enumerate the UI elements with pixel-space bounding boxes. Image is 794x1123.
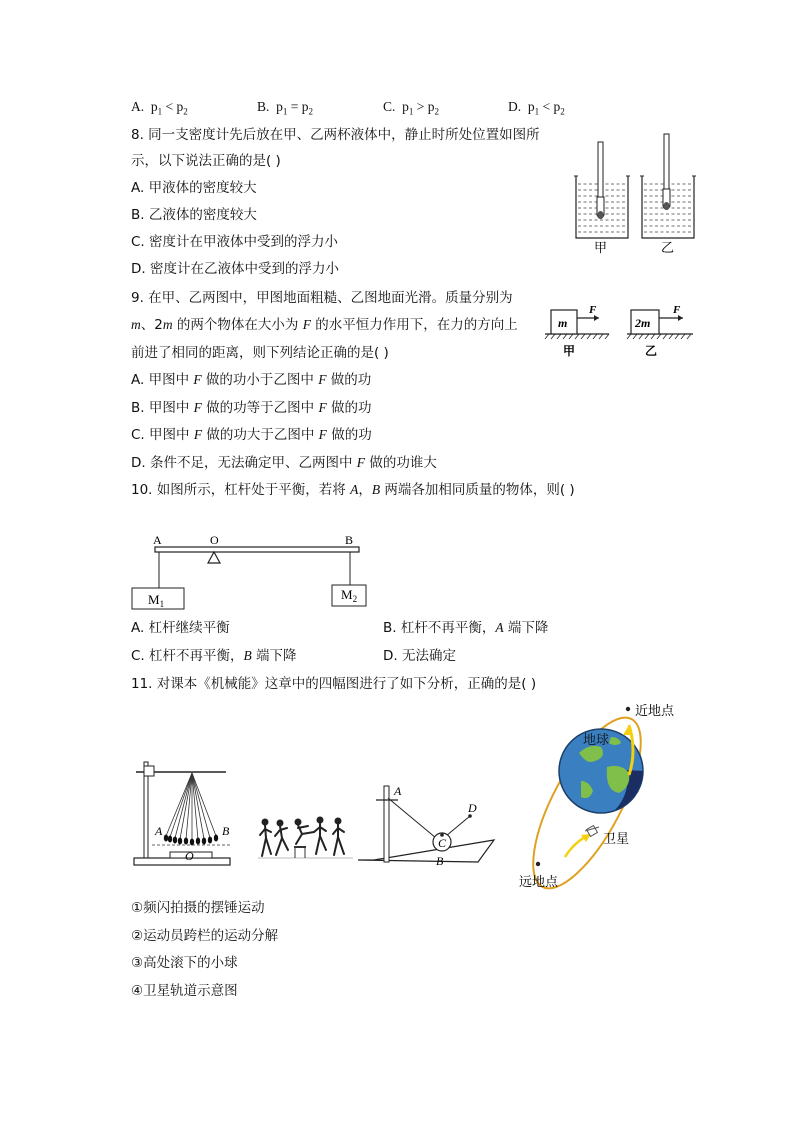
satellite-label: 卫星 [603, 832, 630, 847]
mass-m2-label: $M_2$ [341, 587, 358, 604]
q7-option-a: A. $p_1 < p_2$ [131, 99, 188, 117]
pendulum-label-b: B [222, 824, 230, 838]
apogee-label: 远地点 [519, 875, 559, 890]
hurdler-figure [258, 810, 353, 862]
figure-label-yi: 乙 [645, 344, 658, 358]
perigee-label: 近地点 [635, 704, 675, 719]
q9-stem-line3: 前进了相同的距离，则下列结论正确的是( ) [131, 345, 389, 361]
pendulum-figure [130, 758, 240, 873]
q9-stem-line1: 9. 在甲、乙两图中，甲图地面粗糙、乙图地面光滑。质量分别为 [131, 290, 513, 306]
q10-option-c: C. 杠杆不再平衡，B 端下降 [131, 648, 297, 664]
q10-option-a: A. 杠杆继续平衡 [131, 620, 230, 636]
q9-option-b: B. 甲图中 F 做的功等于乙图中 F 做的功 [131, 400, 372, 416]
beaker-left [574, 142, 630, 238]
q7-option-d: D. $p_1 < p_2$ [508, 99, 565, 117]
q11-item-4: ④卫星轨道示意图 [131, 983, 238, 999]
q9-stem-line2: m、2m 的两个物体在大小为 F 的水平恒力作用下，在力的方向上 [131, 317, 518, 333]
q8-option-d: D. 密度计在乙液体中受到的浮力小 [131, 261, 339, 277]
q8-option-b: B. 乙液体的密度较大 [131, 207, 257, 223]
pendulum-label-o: O [185, 849, 194, 863]
lever-figure [128, 530, 373, 612]
ramp-figure [354, 778, 499, 873]
force-label-left: F [589, 304, 597, 316]
q11-stem: 11. 对课本《机械能》这章中的四幅图进行了如下分析，正确的是( ) [131, 676, 537, 692]
q8-stem-line1: 8. 同一支密度计先后放在甲、乙两杯液体中，静止时所处位置如图所 [131, 127, 540, 143]
q8-stem-line2: 示，以下说法正确的是( ) [131, 153, 281, 169]
force-label-right: F [673, 304, 681, 316]
satellite-orbit-figure [515, 695, 695, 895]
block-2m-label: 2m [635, 316, 651, 330]
force-blocks-figure [543, 302, 695, 360]
block-m-label: m [558, 316, 568, 330]
hydrometer-label-right: 乙 [661, 241, 675, 256]
q10-option-b: B. 杠杆不再平衡，A 端下降 [383, 620, 549, 636]
q7-option-b: B. $p_1 = p_2$ [257, 99, 314, 117]
q11-item-2: ②运动员跨栏的运动分解 [131, 928, 279, 944]
beaker-right [640, 134, 696, 238]
ramp-label-d: D [468, 801, 477, 815]
q9-option-c: C. 甲图中 F 做的功大于乙图中 F 做的功 [131, 427, 372, 443]
earth-label: 地球 [583, 733, 610, 748]
hydrometer-label-left: 甲 [594, 241, 608, 256]
q9-option-a: A. 甲图中 F 做的功小于乙图中 F 做的功 [131, 372, 372, 388]
lever-label-b: B [345, 533, 354, 547]
q11-item-3: ③高处滚下的小球 [131, 955, 238, 971]
pendulum-label-a: A [155, 824, 163, 838]
mass-m1-label: $M_1$ [148, 592, 165, 609]
q7-option-c: C. $p_1 > p_2$ [383, 99, 440, 117]
figure-label-jia: 甲 [563, 344, 576, 358]
hydrometer-figure [570, 130, 710, 255]
lever-label-o: O [210, 533, 219, 547]
ramp-label-c: C [438, 836, 447, 850]
q8-option-c: C. 密度计在甲液体中受到的浮力小 [131, 234, 339, 250]
q8-option-a: A. 甲液体的密度较大 [131, 180, 257, 196]
ramp-label-b: B [436, 854, 444, 868]
ramp-label-a: A [394, 784, 402, 798]
q10-stem: 10. 如图所示，杠杆处于平衡，若将 A，B 两端各加相同质量的物体，则( ) [131, 482, 575, 498]
q10-option-d: D. 无法确定 [383, 648, 456, 664]
lever-label-a: A [153, 533, 162, 547]
q9-option-d: D. 条件不足，无法确定甲、乙两图中 F 做的功谁大 [131, 455, 437, 471]
q11-item-1: ①频闪拍摄的摆锤运动 [131, 900, 265, 916]
